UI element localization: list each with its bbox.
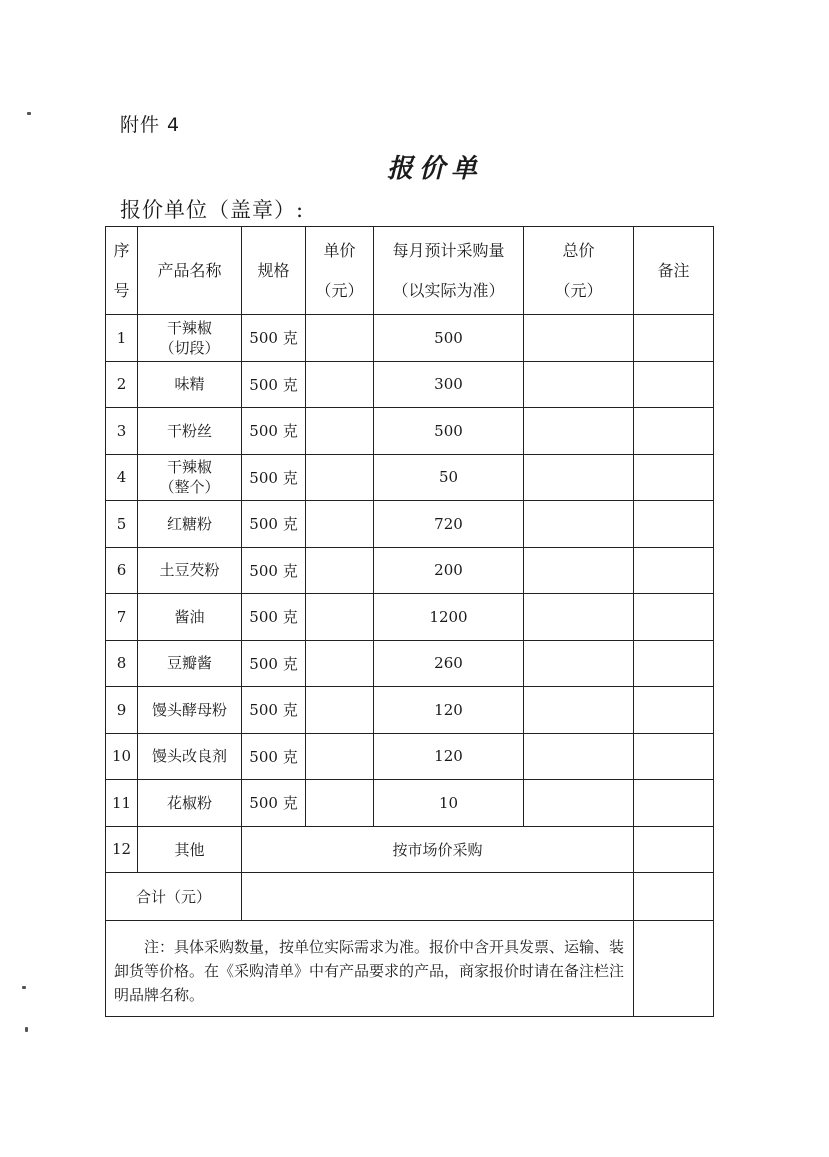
table-row (106, 640, 714, 687)
unit-price-cell[interactable] (306, 408, 374, 455)
table-row (106, 733, 714, 780)
remarks-cell[interactable] (634, 733, 714, 780)
row-no: 3 (106, 408, 138, 455)
table-row (106, 361, 714, 408)
unit-price-cell[interactable] (306, 315, 374, 362)
header-remarks: 备注 (634, 227, 714, 315)
unit-price-cell[interactable] (306, 640, 374, 687)
row-no: 9 (106, 687, 138, 734)
scan-speck (25, 1027, 28, 1032)
quotation-table (105, 226, 714, 1017)
total-remarks-cell[interactable] (634, 872, 714, 920)
row-no: 8 (106, 640, 138, 687)
product-name: 土豆芡粉 (138, 547, 242, 594)
table-row-total (106, 872, 714, 920)
row-no: 11 (106, 780, 138, 827)
product-name: 豆瓣酱 (138, 640, 242, 687)
quoting-unit-line: 报价单位（盖章）: (120, 198, 305, 222)
monthly-qty: 260 (374, 640, 524, 687)
total-price-cell[interactable] (524, 408, 634, 455)
total-price-cell[interactable] (524, 361, 634, 408)
product-name: 馒头酵母粉 (138, 687, 242, 734)
unit-price-cell[interactable] (306, 547, 374, 594)
unit-price-cell[interactable] (306, 594, 374, 641)
unit-price-cell[interactable] (306, 454, 374, 501)
remarks-cell[interactable] (634, 361, 714, 408)
product-name: 馒头改良剂 (138, 733, 242, 780)
remarks-cell[interactable] (634, 501, 714, 548)
product-spec: 500 克 (242, 501, 306, 548)
header-spec: 规格 (242, 227, 306, 315)
remarks-cell[interactable] (634, 454, 714, 501)
row-no: 10 (106, 733, 138, 780)
product-name: 红糖粉 (138, 501, 242, 548)
product-name: 干辣椒 （整个） (138, 454, 242, 501)
product-name: 花椒粉 (138, 780, 242, 827)
unit-price-cell[interactable] (306, 733, 374, 780)
row-no: 4 (106, 454, 138, 501)
total-price-cell[interactable] (524, 780, 634, 827)
product-spec: 500 克 (242, 733, 306, 780)
table-row-other (106, 826, 714, 872)
row-no: 7 (106, 594, 138, 641)
table-row (106, 780, 714, 827)
table-row (106, 687, 714, 734)
product-spec: 500 克 (242, 547, 306, 594)
monthly-qty: 720 (374, 501, 524, 548)
header-monthly-qty: 每月预计采购量 （以实际为准） (374, 227, 524, 315)
note-text: 注：具体采购数量，按单位实际需求为准。报价中含开具发票、运输、装卸货等价格。在《采购清单》中有产品要求的产品，商家报价时请在备注栏注明品牌名称。 (106, 920, 634, 1016)
header-total-price: 总价 （元） (524, 227, 634, 315)
table-row (106, 547, 714, 594)
product-spec: 500 克 (242, 594, 306, 641)
monthly-qty: 120 (374, 733, 524, 780)
total-price-cell[interactable] (524, 547, 634, 594)
remarks-cell[interactable] (634, 408, 714, 455)
total-price-cell[interactable] (524, 594, 634, 641)
other-row-text: 按市场价采购 (242, 826, 634, 872)
attachment-label: 附件 4 (120, 114, 181, 136)
row-no: 2 (106, 361, 138, 408)
unit-price-cell[interactable] (306, 501, 374, 548)
monthly-qty: 1200 (374, 594, 524, 641)
monthly-qty: 200 (374, 547, 524, 594)
product-spec: 500 克 (242, 361, 306, 408)
total-price-cell[interactable] (524, 733, 634, 780)
table-row (106, 315, 714, 362)
product-spec: 500 克 (242, 780, 306, 827)
monthly-qty: 300 (374, 361, 524, 408)
header-seq: 序 号 (106, 227, 138, 315)
unit-price-cell[interactable] (306, 687, 374, 734)
unit-price-cell[interactable] (306, 780, 374, 827)
product-spec: 500 克 (242, 640, 306, 687)
remarks-cell[interactable] (634, 687, 714, 734)
total-price-cell[interactable] (524, 315, 634, 362)
total-price-cell[interactable] (524, 640, 634, 687)
scan-speck (22, 986, 26, 989)
remarks-cell[interactable] (634, 780, 714, 827)
row-no: 5 (106, 501, 138, 548)
scan-speck (27, 112, 31, 115)
document-title: 报价单 (386, 154, 483, 184)
header-unit-price: 单价 （元） (306, 227, 374, 315)
product-name: 干辣椒 （切段） (138, 315, 242, 362)
product-name: 味精 (138, 361, 242, 408)
monthly-qty: 500 (374, 315, 524, 362)
total-price-cell[interactable] (524, 501, 634, 548)
row-no: 1 (106, 315, 138, 362)
table-row-note (106, 920, 714, 1016)
note-remarks-cell (634, 920, 714, 1016)
monthly-qty: 50 (374, 454, 524, 501)
unit-price-cell[interactable] (306, 361, 374, 408)
product-spec: 500 克 (242, 408, 306, 455)
table-row (106, 454, 714, 501)
table-row (106, 408, 714, 455)
monthly-qty: 120 (374, 687, 524, 734)
table-row (106, 501, 714, 548)
remarks-cell[interactable] (634, 315, 714, 362)
remarks-cell[interactable] (634, 594, 714, 641)
other-row-remarks-cell[interactable] (634, 826, 714, 872)
monthly-qty: 10 (374, 780, 524, 827)
product-name: 酱油 (138, 594, 242, 641)
remarks-cell[interactable] (634, 547, 714, 594)
header-row (106, 227, 714, 315)
table-row (106, 594, 714, 641)
total-price-cell[interactable] (524, 687, 634, 734)
other-row-name: 其他 (138, 826, 242, 872)
product-spec: 500 克 (242, 687, 306, 734)
total-value-cell[interactable] (242, 872, 634, 920)
header-product-name: 产品名称 (138, 227, 242, 315)
product-name: 干粉丝 (138, 408, 242, 455)
remarks-cell[interactable] (634, 640, 714, 687)
total-price-cell[interactable] (524, 454, 634, 501)
product-spec: 500 克 (242, 315, 306, 362)
other-row-no: 12 (106, 826, 138, 872)
row-no: 6 (106, 547, 138, 594)
total-label: 合计（元） (106, 872, 242, 920)
product-spec: 500 克 (242, 454, 306, 501)
monthly-qty: 500 (374, 408, 524, 455)
